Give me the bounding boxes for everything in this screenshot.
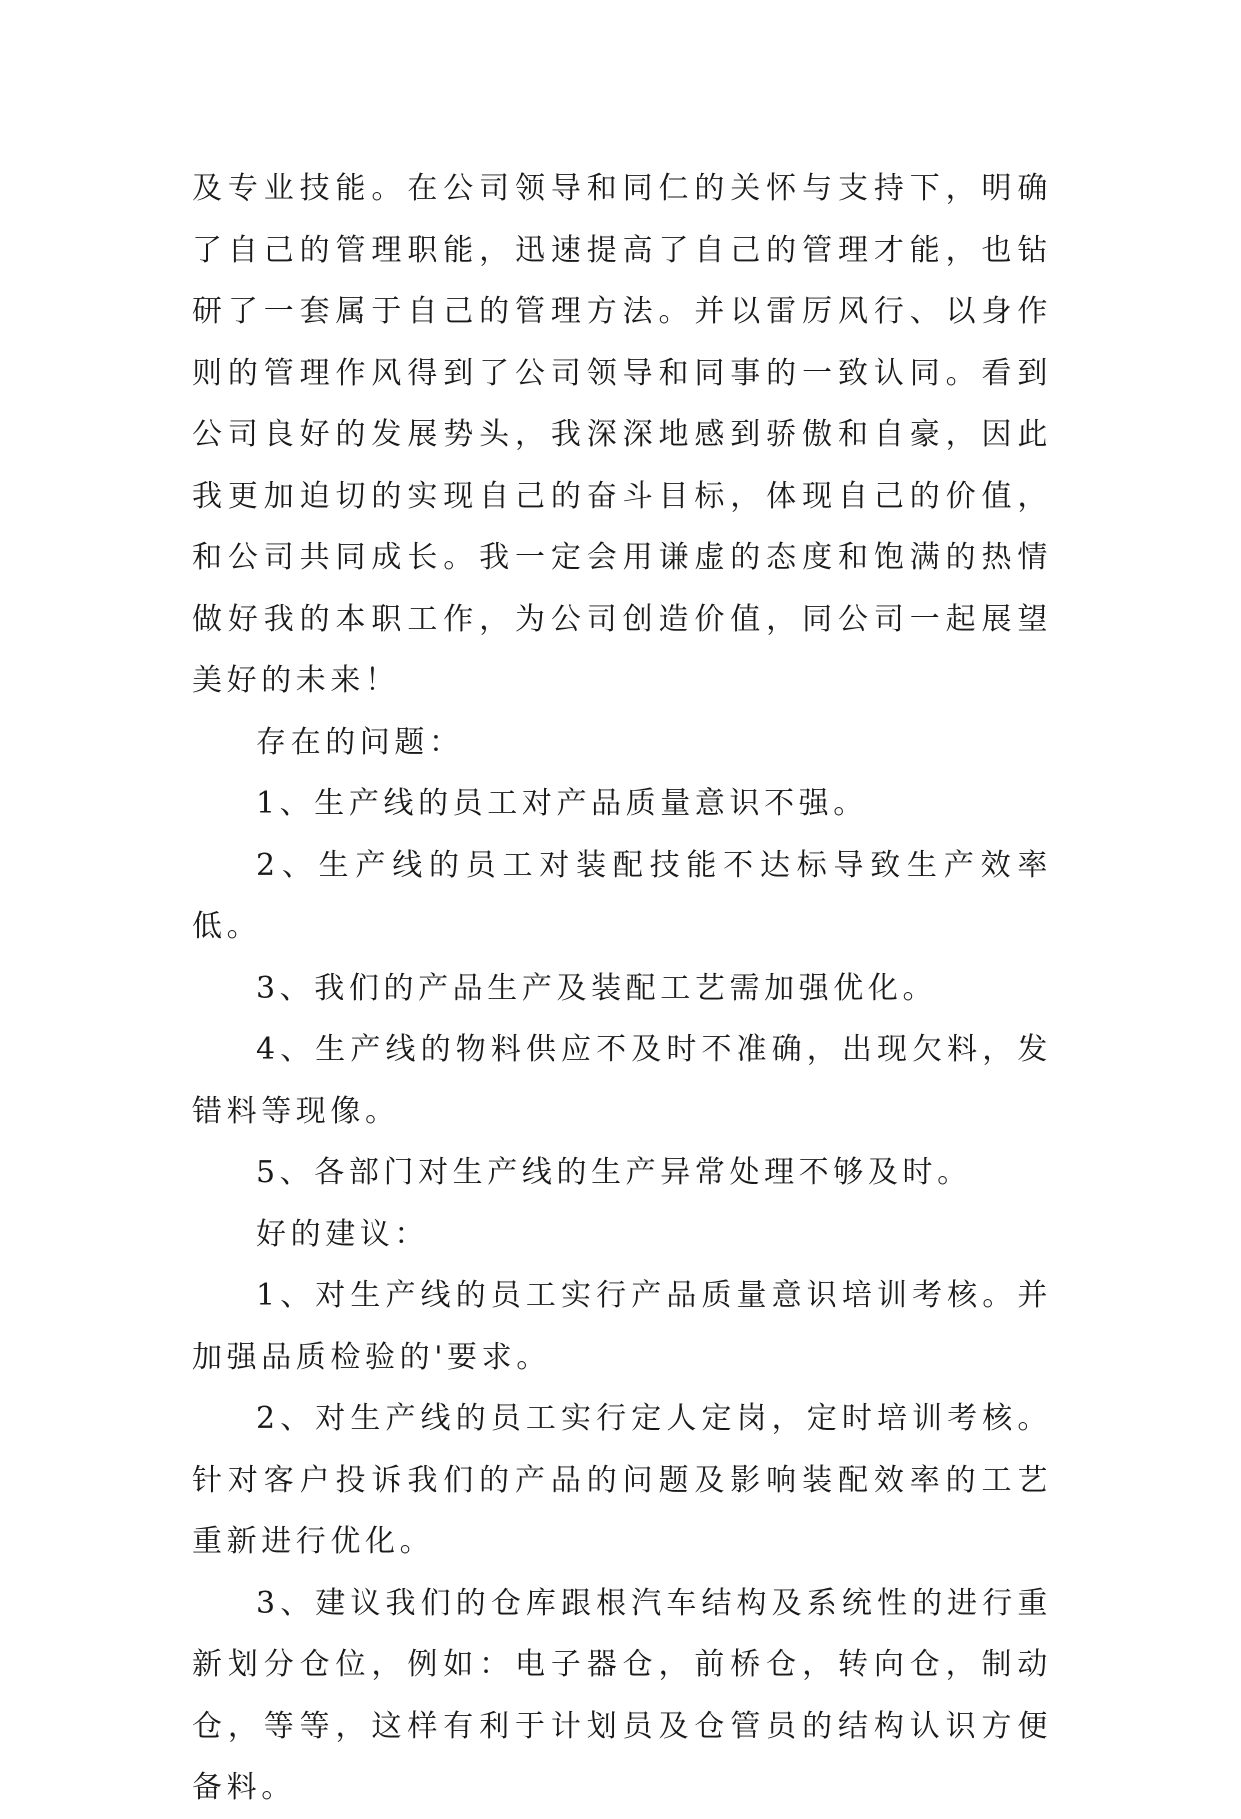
suggestion-item-3: 3、建议我们的仓库跟根汽车结构及系统性的进行重新划分仓位，例如：电子器仓，前桥仓，转向仓，制动仓，等等，这样有利于计划员及仓管员的结构认识方便备料。 <box>192 1585 1052 1805</box>
problem-item-5: 5、各部门对生产线的生产异常处理不够及时。 <box>256 1155 972 1190</box>
problem-item-2: 2、生产线的员工对装配技能不达标导致生产效率低。 <box>192 847 1052 944</box>
problem-item-3: 3、我们的产品生产及装配工艺需加强优化。 <box>256 970 938 1006</box>
suggestion-item-1: 1、对生产线的员工实行产品质量意识培训考核。并加强品质检验的'要求。 <box>192 1278 1052 1375</box>
section-heading-problems: 存在的问题： <box>256 724 464 760</box>
problem-item-4: 4、生产线的物料供应不及时不准确，出现欠料，发错料等现像。 <box>192 1032 1052 1129</box>
problem-item-1: 1、生产线的员工对产品质量意识不强。 <box>256 786 868 821</box>
document-body <box>192 158 1052 1819</box>
section-heading-suggestions: 好的建议： <box>256 1216 429 1252</box>
suggestion-item-2: 2、对生产线的员工实行定人定岗，定时培训考核。针对客户投诉我们的产品的问题及影响装配效率的工艺重新进行优化。 <box>192 1401 1052 1559</box>
paragraph-continued: 及专业技能。在公司领导和同仁的关怀与支持下，明确了自己的管理职能，迅速提高了自己的管理才能，也钻研了一套属于自己的管理方法。并以雷厉风行、以身作则的管理作风得到了公司领导和同事的一致认同。看到公司良好的发展势头，我深深地感到骄傲和自豪，因此我更加迫切的实现自己的奋斗目标，体现自己的价值，和公司共同成长。我一定会用谦虚的态度和饱满的热情做好我的本职工作，为公司创造价值，同公司一起展望美好的未来！ <box>192 171 1052 698</box>
